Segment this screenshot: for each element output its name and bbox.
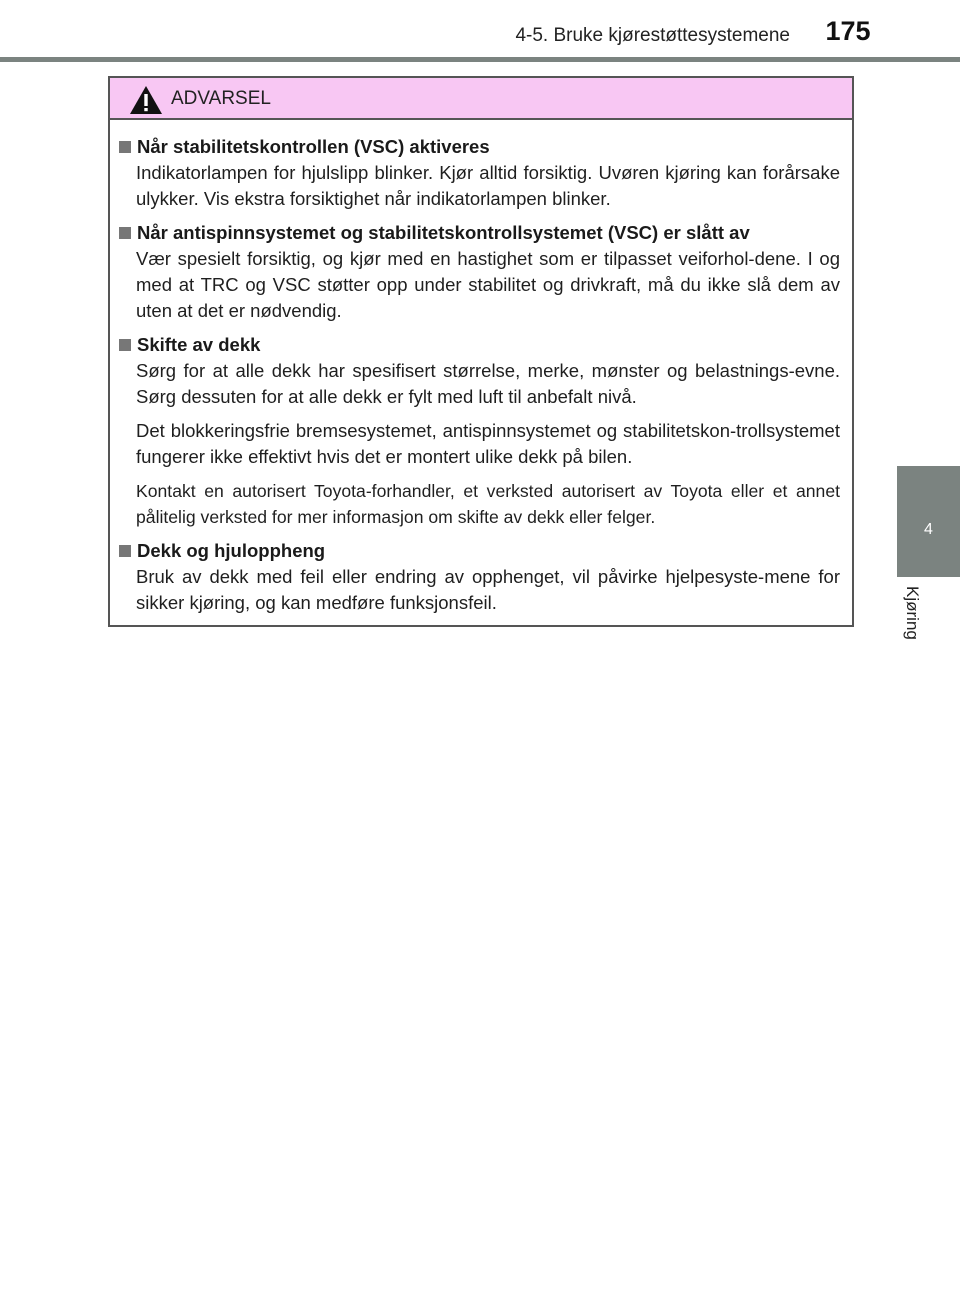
section-paragraph: Sørg for at alle dekk har spesifisert størrelse, merke, mønster og belastnings-evne. Sørg dessuten for at alle dekk er fylt med luft til anbefalt nivå. — [136, 360, 840, 407]
section-heading — [119, 332, 840, 358]
section-paragraph: Det blokkeringsfrie bremsesystemet, antispinnsystemet og stabilitetskon-trollsystemet fungerer ikke effektivt hvis det er montert ulike dekk på bilen. — [136, 420, 840, 467]
section-heading-text: Skifte av dekk — [137, 334, 261, 355]
section-heading — [119, 220, 840, 246]
section-heading-text: Når stabilitetskontrollen (VSC) aktiveres — [137, 136, 490, 157]
section-paragraph: Bruk av dekk med feil eller endring av opphenget, vil påvirke hjelpesyste-mene for sikker kjøring, og kan medføre funksjonsfeil. — [136, 566, 840, 613]
section-heading-text: Dekk og hjuloppheng — [137, 540, 326, 561]
chapter-tab[interactable] — [897, 466, 960, 577]
warning-triangle-icon — [129, 85, 163, 115]
chapter-label-text: Kjøring — [903, 586, 922, 640]
section-heading-text: Når antispinnsystemet og stabilitetskontrollsystemet (VSC) er slått av — [137, 222, 750, 243]
warning-header — [110, 78, 852, 120]
warning-section — [119, 332, 840, 530]
chapter-label — [894, 586, 934, 666]
section-paragraph: Kontakt en autorisert Toyota-forhandler, et verksted autorisert av Toyota eller et annet pålitelig verksted for mer informasjon om skifte av dekk eller felger. — [136, 481, 840, 527]
section-heading — [119, 538, 840, 564]
bullet-icon — [119, 545, 131, 557]
header-rule — [0, 57, 960, 62]
section-heading — [119, 134, 840, 160]
warning-body — [110, 120, 852, 616]
warning-section — [119, 220, 840, 324]
bullet-icon — [119, 339, 131, 351]
section-paragraph: Vær spesielt forsiktig, og kjør med en hastighet som er tilpasset veiforhol-dene. I og med at TRC og VSC støtter opp under stabilitet og drivkraft, må du ikke slå dem av uten at det er nødvendig. — [136, 248, 840, 321]
page-number: 175 — [825, 16, 871, 46]
bullet-icon — [119, 141, 131, 153]
warning-section — [119, 134, 840, 212]
page-header-title: 4-5. Bruke kjørestøttesystemene — [515, 25, 790, 46]
section-paragraph: Indikatorlampen for hjulslipp blinker. Kjør alltid forsiktig. Uvøren kjøring kan forårsake ulykker. Vis ekstra forsiktighet når indikatorlampen blinker. — [136, 162, 840, 209]
warning-box — [108, 76, 854, 627]
warning-section — [119, 538, 840, 616]
bullet-icon — [119, 227, 131, 239]
warning-title: ADVARSEL — [171, 88, 271, 109]
chapter-tab-number: 4 — [924, 521, 933, 538]
